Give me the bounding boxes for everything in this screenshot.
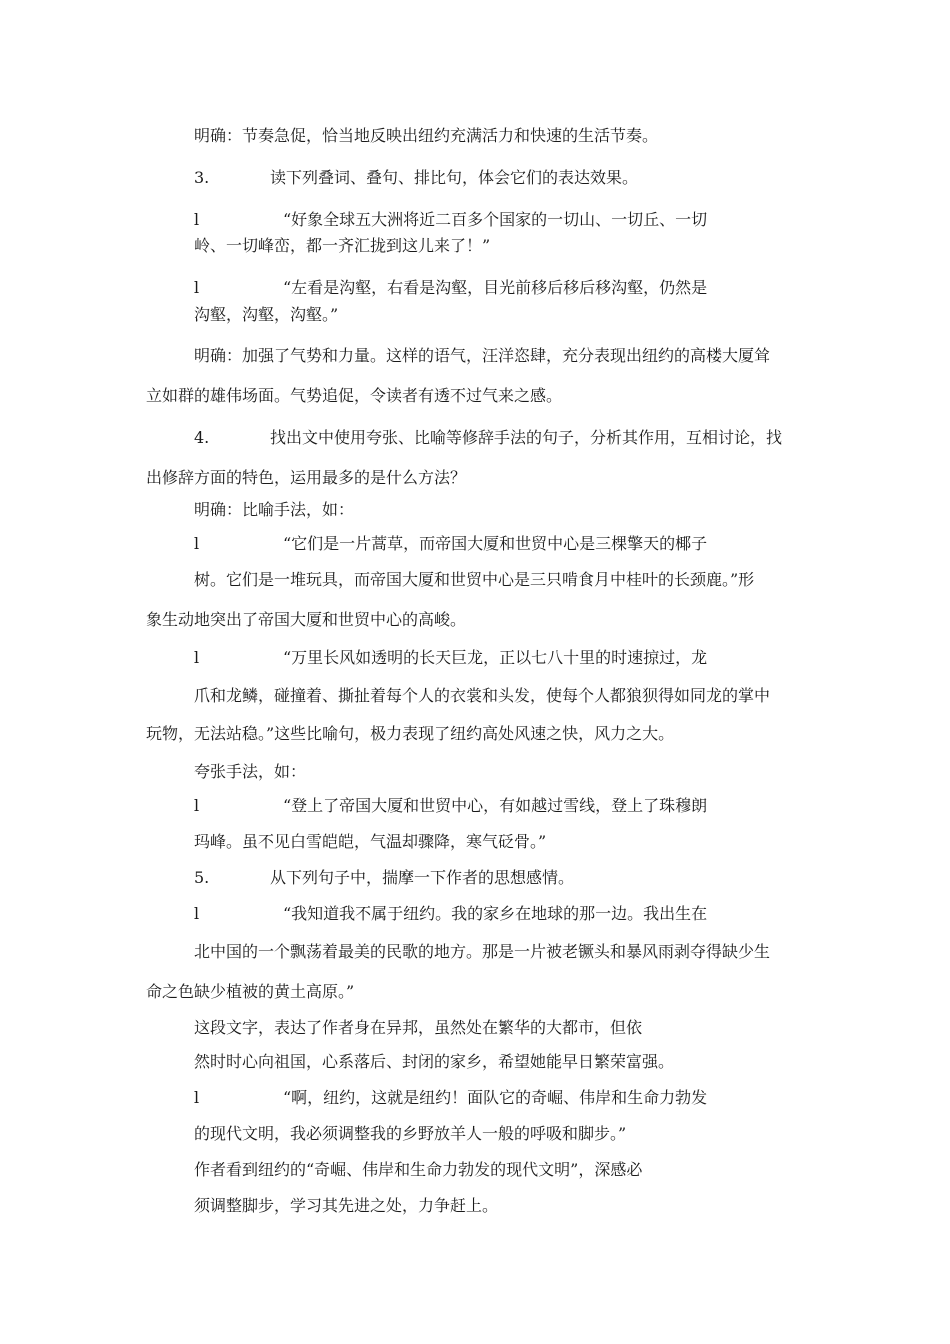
- text-line: 岭、一切峰峦，都一齐汇拢到这儿来了！”: [194, 236, 491, 255]
- text-line: “左看是沟壑，右看是沟壑，目光前移后移后移沟壑，仍然是: [283, 278, 708, 297]
- text-line: 这段文字，表达了作者身在异邦，虽然处在繁华的大都市，但依: [194, 1018, 643, 1037]
- bullet-marker: l: [194, 648, 200, 667]
- bullet-marker: l: [194, 904, 200, 923]
- item-number: 5.: [194, 868, 210, 887]
- text-line: “万里长风如透明的长天巨龙，正以七八十里的时速掠过，龙: [283, 648, 708, 667]
- bullet-marker: l: [194, 278, 200, 297]
- text-line: 从下列句子中，揣摩一下作者的思想感情。: [270, 868, 575, 887]
- text-line: 夸张手法，如：: [194, 762, 307, 781]
- text-line: “我知道我不属于纽约。我的家乡在地球的那一边。我出生在: [283, 904, 708, 923]
- bullet-marker: l: [194, 1088, 200, 1107]
- text-line: “它们是一片蒿草，而帝国大厦和世贸中心是三棵擎天的椰子: [283, 534, 708, 553]
- item-number: 4.: [194, 428, 210, 447]
- text-line: 明确：节奏急促，恰当地反映出纽约充满活力和快速的生活节奏。: [194, 126, 659, 145]
- bullet-marker: l: [194, 534, 200, 553]
- text-line: 明确：比喻手法，如：: [194, 500, 355, 519]
- text-line: 象生动地突出了帝国大厦和世贸中心的高峻。: [146, 610, 467, 629]
- text-line: 作者看到纽约的“奇崛、伟岸和生命力勃发的现代文明”，深感必: [194, 1160, 643, 1179]
- text-line: 树。它们是一堆玩具，而帝国大厦和世贸中心是三只啃食月中桂叶的长颈鹿。”形: [194, 570, 755, 589]
- text-line: 明确：加强了气势和力量。这样的语气，汪洋恣肆，充分表现出纽约的高楼大厦耸: [194, 346, 771, 365]
- text-line: 爪和龙鳞，碰撞着、撕扯着每个人的衣裳和头发，使每个人都狼狈得如同龙的掌中: [194, 686, 771, 705]
- item-number: 3.: [194, 168, 210, 187]
- bullet-marker: l: [194, 210, 200, 229]
- text-line: 立如群的雄伟场面。气势追促，令读者有透不过气来之感。: [146, 386, 563, 405]
- text-line: 须调整脚步，学习其先进之处，力争赶上。: [194, 1196, 499, 1215]
- text-line: 命之色缺少植被的黄土高原。”: [146, 982, 355, 1001]
- text-line: 沟壑，沟壑，沟壑。”: [194, 305, 339, 324]
- text-line: 然时时心向祖国，心系落后、封闭的家乡，希望她能早日繁荣富强。: [194, 1052, 675, 1071]
- text-line: “好象全球五大洲将近二百多个国家的一切山、一切丘、一切: [283, 210, 708, 229]
- text-line: 出修辞方面的特色，运用最多的是什么方法？: [146, 468, 467, 487]
- text-line: 读下列叠词、叠句、排比句，体会它们的表达效果。: [270, 168, 639, 187]
- text-line: 的现代文明，我必须调整我的乡野放羊人一般的呼吸和脚步。”: [194, 1124, 627, 1143]
- text-line: 北中国的一个飘荡着最美的民歌的地方。那是一片被老镢头和暴风雨剥夺得缺少生: [194, 942, 771, 961]
- text-line: 玩物，无法站稳。”这些比喻句，极力表现了纽约高处风速之快，风力之大。: [146, 724, 675, 743]
- text-line: 玛峰。虽不见白雪皑皑，气温却骤降，寒气砭骨。”: [194, 832, 547, 851]
- text-line: “登上了帝国大厦和世贸中心，有如越过雪线，登上了珠穆朗: [283, 796, 708, 815]
- bullet-marker: l: [194, 796, 200, 815]
- text-line: 找出文中使用夸张、比喻等修辞手法的句子，分析其作用，互相讨论，找: [270, 428, 783, 447]
- text-line: “啊，纽约，这就是纽约！面队它的奇崛、伟岸和生命力勃发: [283, 1088, 708, 1107]
